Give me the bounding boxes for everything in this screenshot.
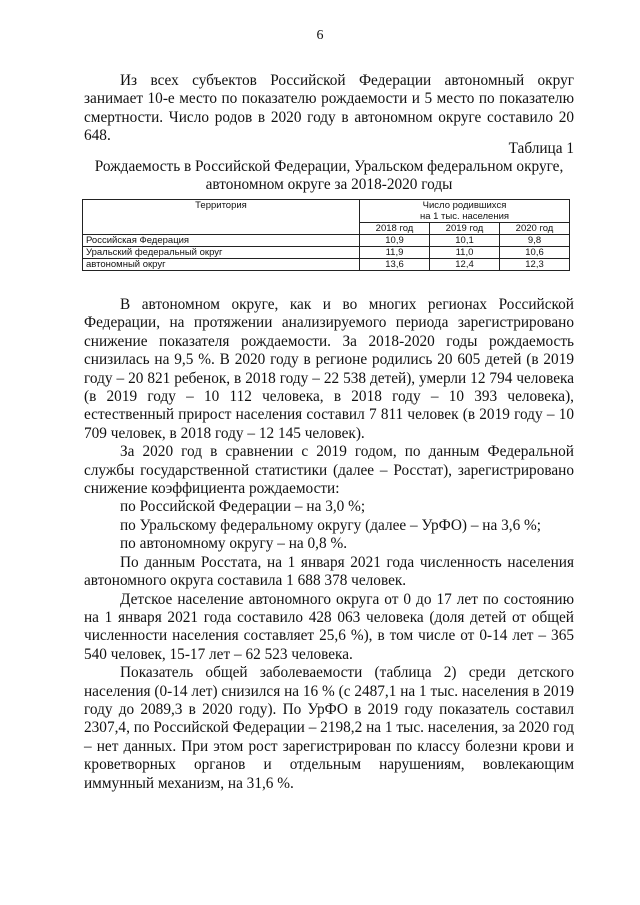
paragraph-birth-decline: В автономном округе, как и во многих регионах Российской Федерации, на протяжении анализируемого периода зарегистрировано снижение показателя рождаемости. За 2018-2020 годы рождаемость снизилась на 9,5 %. В 2020 году в регионе родились 20 605 детей (в 2019 году – 20 821 ребенок, в 2018 году – 22 538 детей), умерли 12 794 человека (в 2019 году – 10 112 человека, в 2018 году – 10 393 человека), естественный прирост населения составил 7 811 человек (в 2019 году – 10 709 человек, в 2018 году – 12 145 человек). — [84, 296, 574, 442]
row-value: 12,4 — [430, 259, 500, 271]
list-item: по Уральскому федеральному округу (далее – УрФО) – на 3,6 %; — [120, 516, 542, 534]
row-territory-name: Российская Федерация — [83, 235, 360, 247]
table-row — [83, 247, 570, 259]
table-row — [83, 259, 570, 271]
intro-section — [84, 72, 574, 146]
row-value: 12,3 — [500, 259, 570, 271]
row-value: 10,6 — [500, 247, 570, 259]
table-title — [84, 158, 574, 194]
table-title-line2: автономном округе за 2018-2020 годы — [205, 176, 453, 193]
row-value: 10,1 — [430, 235, 500, 247]
paragraph-children: Детское население автономного округа от 0 до 17 лет по состоянию на 1 января 2021 года составило 428 063 человека (доля детей от общей численности населения составляет 25,6 %), в том числе от 0-14 лет – 365 540 человек, 15-17 лет – 62 523 человека. — [84, 590, 574, 663]
row-value: 11,9 — [360, 247, 430, 259]
table-header-row — [83, 200, 570, 223]
paragraph-rosstat: За 2020 год в сравнении с 2019 годом, по данным Федеральной службы государственной статистики (далее – Росстат), зарегистрировано снижение коэффициента рождаемости: — [84, 443, 574, 498]
header-territory: Территория — [83, 200, 360, 235]
intro-paragraph: Из всех субъектов Российской Федерации автономный округ занимает 10-е место по показателю рождаемости и 5 место по показателю смертности. Число родов в 2020 году в автономном округе составило 20 648. — [84, 72, 574, 145]
row-territory-name: автономный округ — [83, 259, 360, 271]
paragraph-population: По данным Росстата, на 1 января 2021 года численность населения автономного округа составила 1 688 378 человек. — [84, 553, 574, 590]
row-territory-name: Уральский федеральный округ — [83, 247, 360, 259]
paragraph-morbidity: Показатель общей заболеваемости (таблица 2) среди детского населения (0-14 лет) снизился на 16 % (с 2487,1 на 1 тыс. населения в 2019 году до 2089,3 в 2020 году). По УрФО в 2019 году показатель составил 2307,4, по Российской Федерации – 2198,2 на 1 тыс. населения, за 2020 год – нет данных. При этом рост зарегистрирован по классу болезни крови и кроветворных органов и отдельным нарушениям, вовлекающим иммунный механизм, на 31,6 %. — [84, 664, 574, 792]
list-item: по Российской Федерации – на 3,0 %; — [120, 498, 366, 516]
page-number: 6 — [316, 28, 324, 43]
header-group-line1: Число родившихся — [422, 200, 507, 211]
birth-rate-table — [82, 199, 570, 271]
header-year-2020: 2020 год — [500, 223, 570, 235]
header-births-group — [360, 200, 570, 223]
table-label: Таблица 1 — [508, 140, 574, 157]
row-value: 9,8 — [500, 235, 570, 247]
row-value: 11,0 — [430, 247, 500, 259]
row-value: 13,6 — [360, 259, 430, 271]
header-year-2018: 2018 год — [360, 223, 430, 235]
header-year-2019: 2019 год — [430, 223, 500, 235]
row-value: 10,9 — [360, 235, 430, 247]
list-item: по автономному округу – на 0,8 %. — [120, 535, 348, 553]
body-section — [84, 296, 574, 793]
table-title-line1: Рождаемость в Российской Федерации, Уральском федеральном округе, — [94, 158, 564, 175]
header-group-line2: на 1 тыс. населения — [419, 211, 510, 222]
table-row — [83, 235, 570, 247]
